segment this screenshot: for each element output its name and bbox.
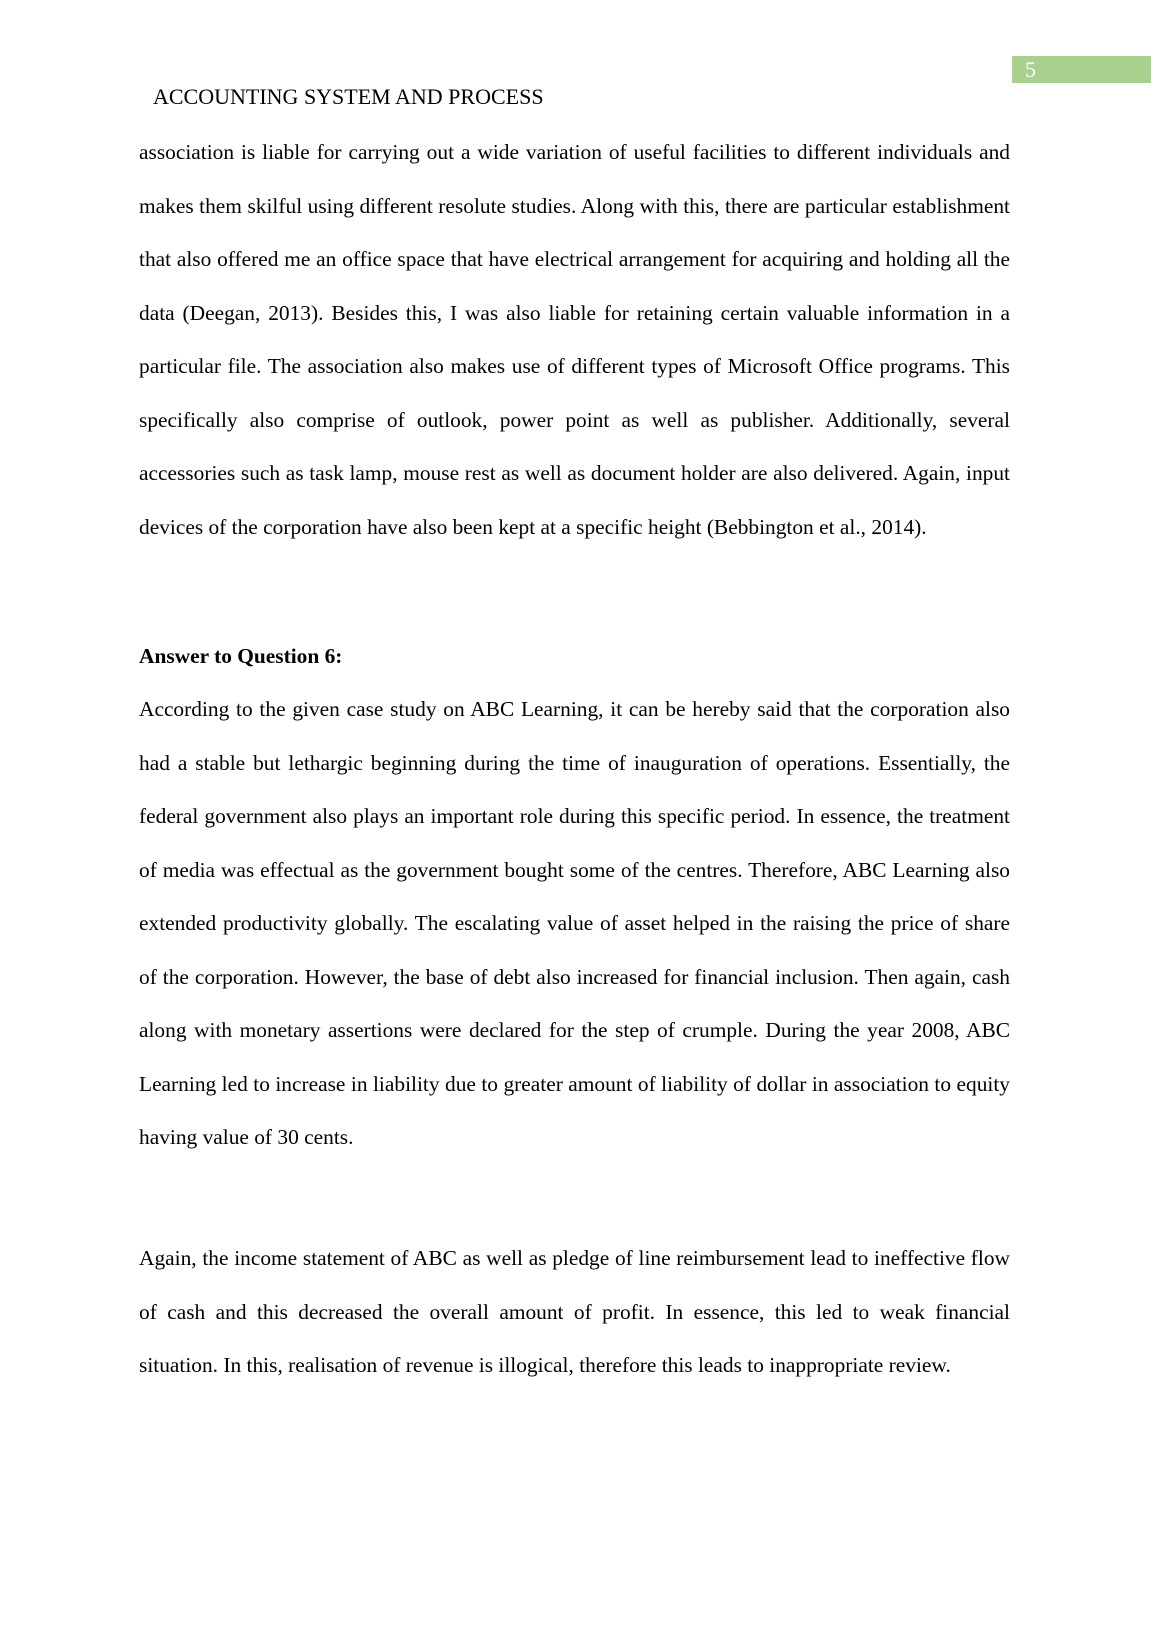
body-paragraph-1 [139, 126, 1010, 554]
body-paragraph-3 [139, 1232, 1010, 1393]
page-number-box: 5 [1012, 56, 1151, 83]
paragraph-text: Again, the income statement of ABC as well as pledge of line reimbursement lead to ineffective flow of cash and this decreased the overall amount of profit. In essence, this led to weak financial situation. In this, realisation of revenue is illogical, therefore this leads to inappropriate review. [139, 1246, 1010, 1377]
running-head: ACCOUNTING SYSTEM AND PROCESS [153, 84, 544, 109]
body-paragraph-2 [139, 683, 1010, 1165]
paragraph-text: association is liable for carrying out a wide variation of useful facilities to different individuals and makes them skilful using different resolute studies. Along with this, there are particular establishment that also offered me an office space that have electrical arrangement for acquiring and holding all the data (Deegan, 2013). Besides this, I was also liable for retaining certain valuable information in a particular file. The association also makes use of different types of Microsoft Office programs. This specifically also comprise of outlook, power point as well as publisher. Additionally, several accessories such as task lamp, mouse rest as well as document holder are also delivered. Again, input devices of the corporation have also been kept at a specific height (Bebbington et al., 2014). [139, 140, 1010, 539]
section-heading: Answer to Question 6: [139, 644, 343, 668]
paragraph-text: According to the given case study on ABC Learning, it can be hereby said that the corporation also had a stable but lethargic beginning during the time of inauguration of operations. Essentially, the federal government also plays an important role during this specific period. In essence, the treatment of media was effectual as the government bought some of the centres. Therefore, ABC Learning also extended productivity globally. The escalating value of asset helped in the raising the price of share of the corporation. However, the base of debt also increased for financial inclusion. Then again, cash along with monetary assertions were declared for the step of crumple. During the year 2008, ABC Learning led to increase in liability due to greater amount of liability of dollar in association to equity having value of 30 cents. [139, 697, 1010, 1149]
